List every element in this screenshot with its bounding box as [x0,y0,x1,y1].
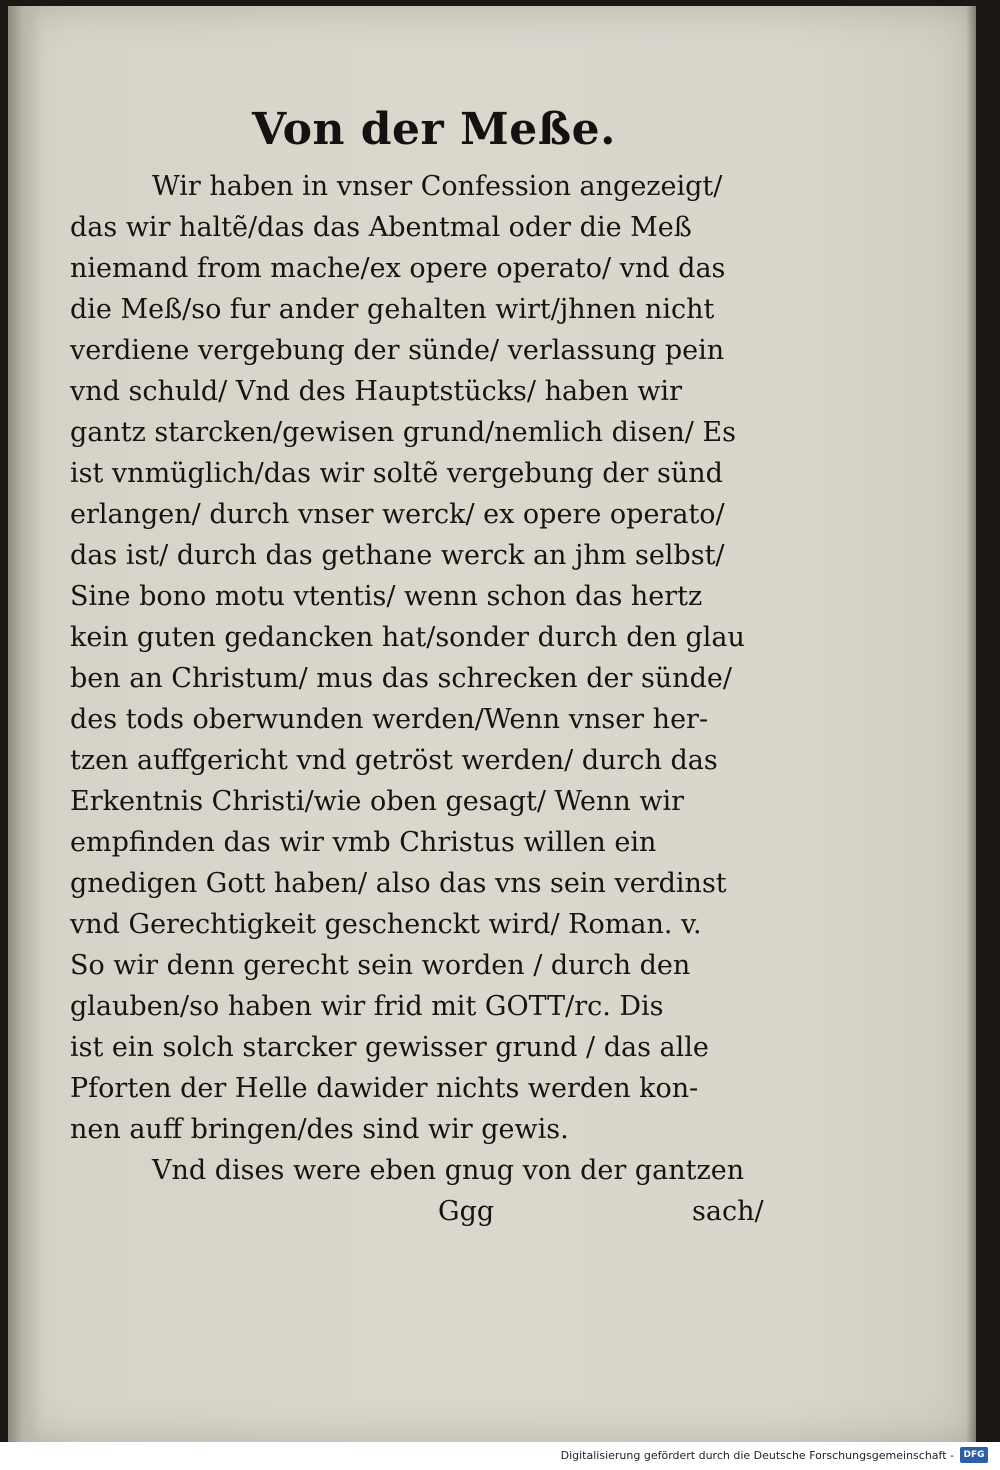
page-edge-shadow [966,6,976,1442]
text-line: Wir haben in vnser Confession angezeigt/ [152,171,723,202]
text-line: empfinden das wir vmb Christus willen ein [70,827,657,858]
text-line: verdiene vergebung der sünde/ verlassung pein [70,335,725,366]
text-line: niemand from mache/ex opere operato/ vnd das [70,253,726,284]
funding-notice: Digitalisierung gefördert durch die Deutsche Forschungsgemeinschaft - [560,1449,954,1462]
text-line: So wir denn gerecht sein worden / durch den [70,950,691,981]
text-line: kein guten gedancken hat/sonder durch den glau [70,622,745,653]
text-line: Vnd dises were eben gnug von der gantzen [152,1155,745,1186]
text-line: ist ein solch starcker gewisser grund / das alle [70,1032,709,1063]
text-line: ist vnmüglich/das wir soltẽ vergebung der sünd [70,458,723,489]
binding-shadow [8,6,42,1442]
body-text [70,166,770,1191]
text-line: das wir haltẽ/das das Abentmal oder die Meß [70,212,692,243]
text-line: gantz starcken/gewisen grund/nemlich disen/ Es [70,417,736,448]
text-line: gnedigen Gott haben/ also das vns sein verdinst [70,868,727,899]
text-line: glauben/so haben wir frid mit GOTT/rc. Dis [70,991,664,1022]
text-line: die Meß/so fur ander gehalten wirt/jhnen nicht [70,294,715,325]
text-line: Erkentnis Christi/wie oben gesagt/ Wenn wir [70,786,685,817]
footer-bar [0,1442,1000,1470]
text-line: vnd schuld/ Vnd des Hauptstücks/ haben wir [70,376,682,407]
text-line: Sine bono motu vtentis/ wenn schon das hertz [70,581,703,612]
text-line: Pforten der Helle dawider nichts werden kon- [70,1073,699,1104]
text-line: tzen auffgericht vnd getröst werden/ durch das [70,745,718,776]
text-line: ben an Christum/ mus das schrecken der sünde/ [70,663,732,694]
dfg-logo: DFG [960,1447,988,1463]
text-line: das ist/ durch das gethane werck an jhm selbst/ [70,540,725,571]
text-line: vnd Gerechtigkeit geschenckt wird/ Roman. v. [70,909,702,940]
page-heading: Von der Meße. [252,104,616,155]
text-line: erlangen/ durch vnser werck/ ex opere operato/ [70,499,725,530]
catchword: sach/ [692,1196,764,1227]
text-line: nen auff bringen/des sind wir gewis. [70,1114,569,1145]
signature-mark: Ggg [438,1196,495,1227]
text-line: des tods oberwunden werden/Wenn vnser her- [70,704,709,735]
